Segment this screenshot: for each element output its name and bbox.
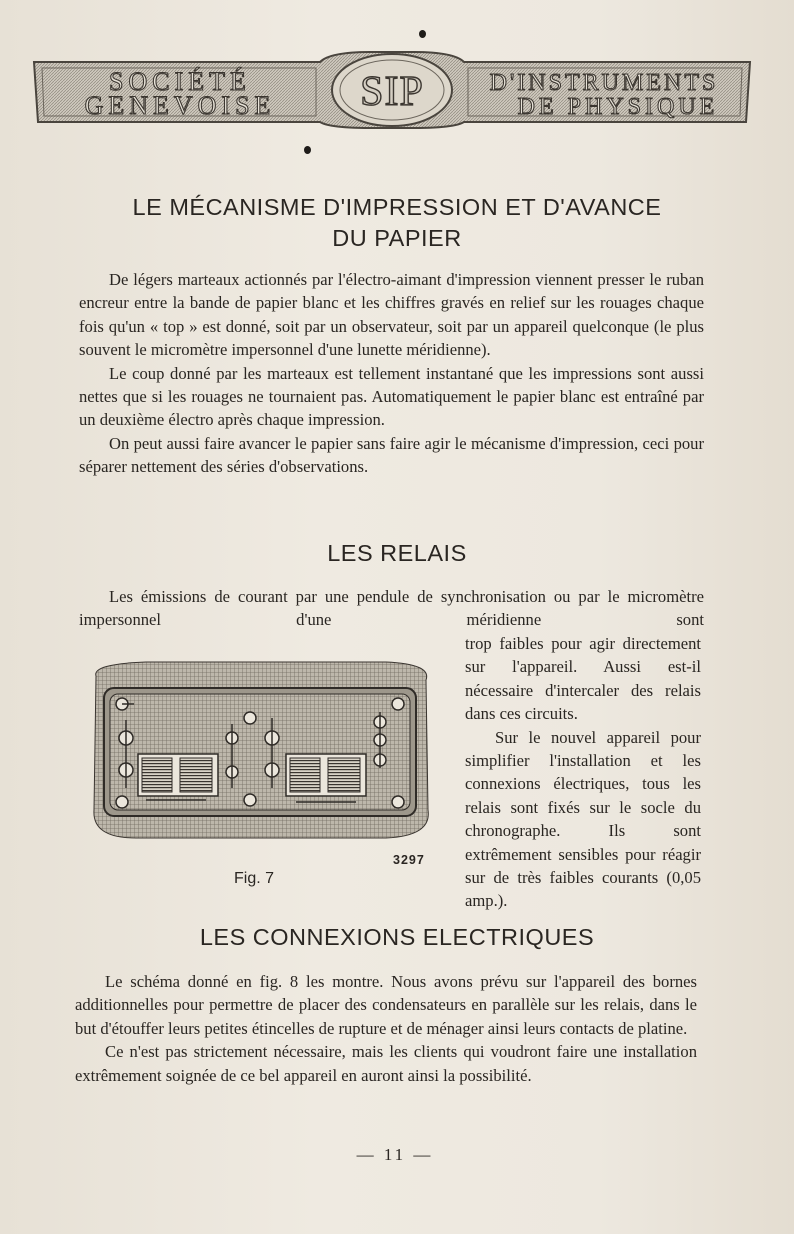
title-line-1: LE MÉCANISME D'IMPRESSION ET D'AVANCE [132,194,662,220]
relay-left [138,754,218,796]
header-banner [30,48,754,130]
paragraph: Le schéma donné en fig. 8 les montre. Nous avons prévu sur l'appareil des bornes additionnelles pour permettre de placer des condensateurs en parallèle sur les relais, dans le but d'étouffer leurs petites étincelles de rupture et de ménager ainsi leurs contacts de platine. [75,972,697,1038]
figure-caption: Fig. 7 [234,870,275,887]
figure-code: 3297 [393,853,425,867]
relays-intro [79,585,704,632]
paragraph: Sur le nouvel appareil pour simplifier l'installation et les connexions électriques, tous les relais sont fixés sur le socle du chronographe. Ils sont extrêmement sensibles pour réagir sur de très faibles courants (0,05 amp.). [465,727,701,911]
header-right-line1: D'INSTRUMENTS [489,70,719,96]
paragraph: Ce n'est pas strictement nécessaire, mais les clients qui voudront faire une installation extrêmement soignée de ce bel appareil en auront ainsi la possibilité. [75,1042,697,1085]
relay-illustration [86,660,436,842]
relay-figure [86,660,436,842]
header-left-line2: GENEVOISE [84,91,276,120]
header-banner-graphic [30,48,754,130]
binding-hole [304,146,311,154]
relay-right [286,754,366,796]
header-left-line1: SOCIÉTÉ [109,67,251,96]
section-printing-body [79,268,704,479]
logo-text: SIP [360,69,424,115]
relays-side-text [465,632,701,913]
section-connections-body [75,970,697,1087]
header-right-line2: DE PHYSIQUE [517,94,719,120]
paragraph: trop faibles pour agir directement sur l'appareil. Aussi est-il nécessaire d'intercaler des relais dans ces circuits. [465,634,701,724]
section-title-relays: LES RELAIS [327,540,467,566]
paragraph: Le coup donné par les marteaux est tellement instantané que les impressions sont aussi nettes que si les rouages ne tournaient pas. Automatiquement le papier blanc est entraîné par un deuxième électro après chaque impression. [79,363,704,430]
section-title-electrical-connections: LES CONNEXIONS ELECTRIQUES [199,924,595,950]
paragraph: On peut aussi faire avancer le papier sans faire agir le mécanisme d'impression, ceci pour séparer nettement des séries d'observations. [79,433,704,477]
page-number: — 11 — [356,1145,434,1164]
paragraph: Les émissions de courant par une pendule de synchronisation ou par le micromètre impersonnel d'une méridienne sont [79,587,704,630]
binding-hole-top [419,30,426,38]
section-title-printing-mechanism [80,192,714,254]
paragraph: De légers marteaux actionnés par l'électro-aimant d'impression viennent presser le ruban encreur entre la bande de papier blanc et les chiffres gravés en relief sur les rouages chaque fois qu'un « top » est donné, soit par un observateur, soit par un appareil quelconque (le plus souvent le micromètre impersonnel d'une lunette méridienne). [79,270,704,360]
title-line-2: DU PAPIER [332,225,462,251]
